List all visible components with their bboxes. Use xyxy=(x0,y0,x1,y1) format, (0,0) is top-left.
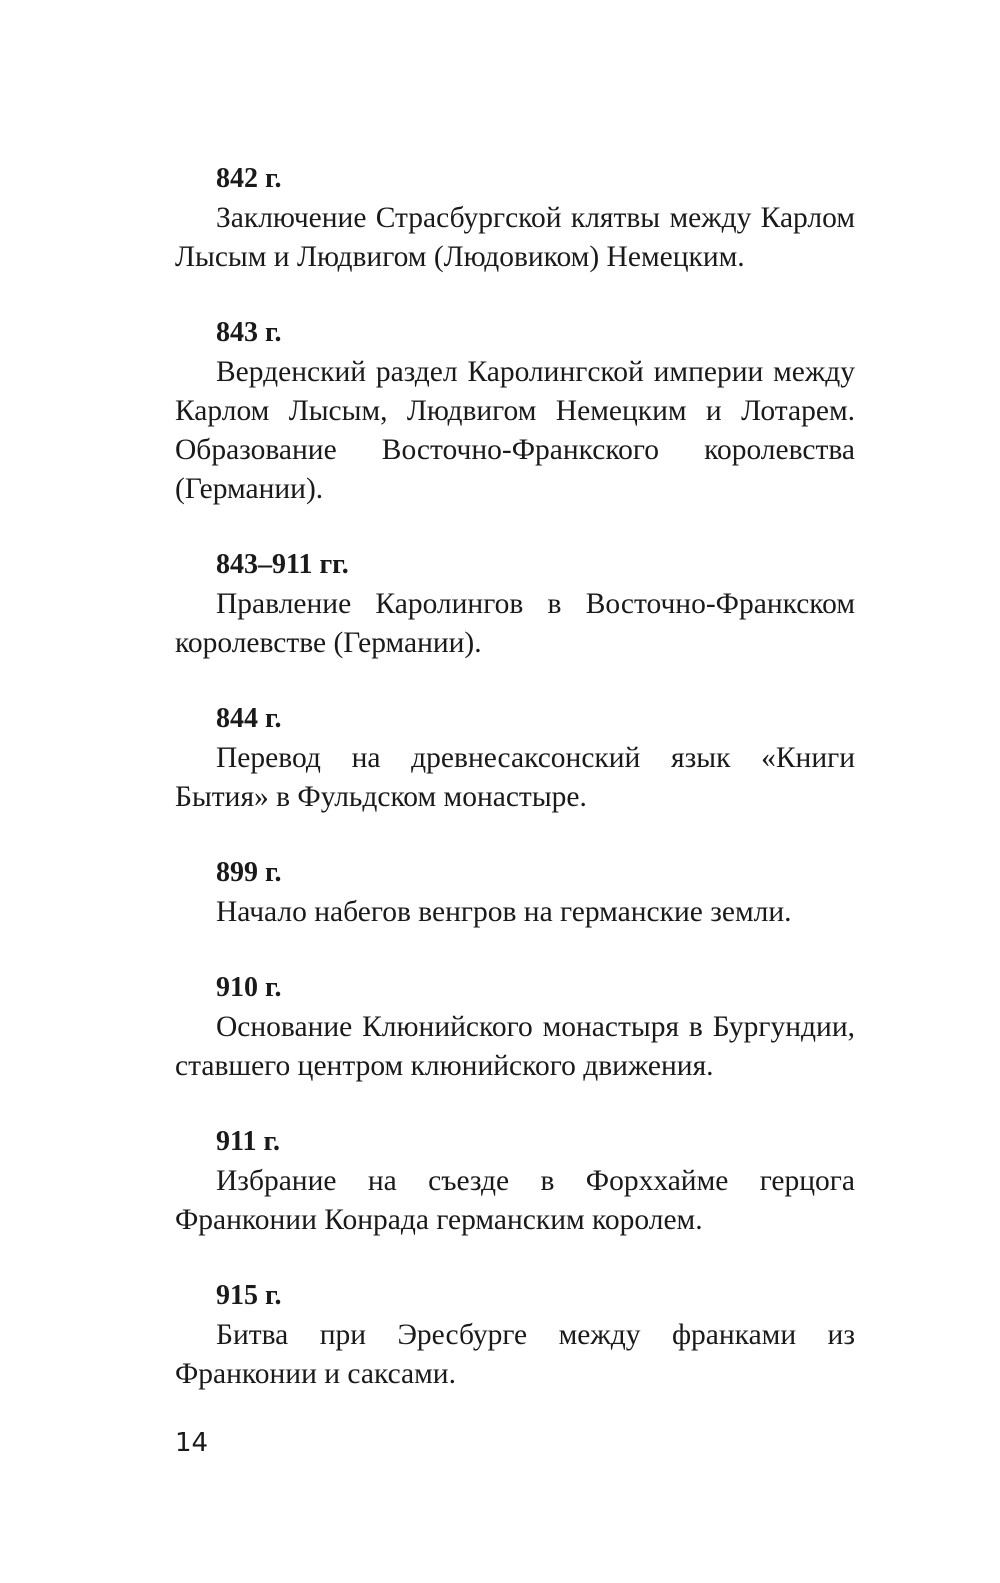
entry-description: Основание Клюнийского монастыря в Бургундии, ставшего центром клюнийского движения. xyxy=(175,1011,855,1082)
chronology-entry xyxy=(175,160,855,277)
chronology-entry xyxy=(175,1277,855,1394)
entry-year: 843–911 гг. xyxy=(216,549,349,580)
chronology-list xyxy=(175,160,855,1431)
entry-year: 915 г. xyxy=(216,1280,282,1311)
entry-year: 899 г. xyxy=(216,857,282,888)
entry-year: 911 г. xyxy=(216,1126,281,1157)
entry-description: Правление Каролингов в Восточно-Франкском королевстве (Германии). xyxy=(175,588,855,659)
chronology-entry xyxy=(175,969,855,1086)
chronology-entry xyxy=(175,854,855,932)
entry-year: 844 г. xyxy=(216,703,282,734)
chronology-entry xyxy=(175,314,855,509)
chronology-entry xyxy=(175,700,855,817)
entry-description: Избрание на съезде в Форххайме герцога Франконии Конрада германским королем. xyxy=(175,1165,855,1236)
entry-year: 842 г. xyxy=(216,163,282,194)
chronology-entry xyxy=(175,1123,855,1240)
page-number: 14 xyxy=(175,1428,209,1458)
entry-description: Битва при Эресбурге между франками из Франконии и саксами. xyxy=(175,1319,855,1390)
chronology-entry xyxy=(175,546,855,663)
entry-year: 843 г. xyxy=(216,317,282,348)
entry-description: Верденский раздел Каролингской империи между Карлом Лысым, Людвигом Немецким и Лотарем. Образование Восточно-Франкского королевства (Германии). xyxy=(175,356,855,505)
entry-description: Начало набегов венгров на германские земли. xyxy=(216,896,792,928)
entry-description: Перевод на древнесаксонский язык «Книги Бытия» в Фульдском монастыре. xyxy=(175,742,855,813)
entry-year: 910 г. xyxy=(216,972,282,1003)
entry-description: Заключение Страсбургской клятвы между Карлом Лысым и Людвигом (Людовиком) Немецким. xyxy=(175,202,855,273)
